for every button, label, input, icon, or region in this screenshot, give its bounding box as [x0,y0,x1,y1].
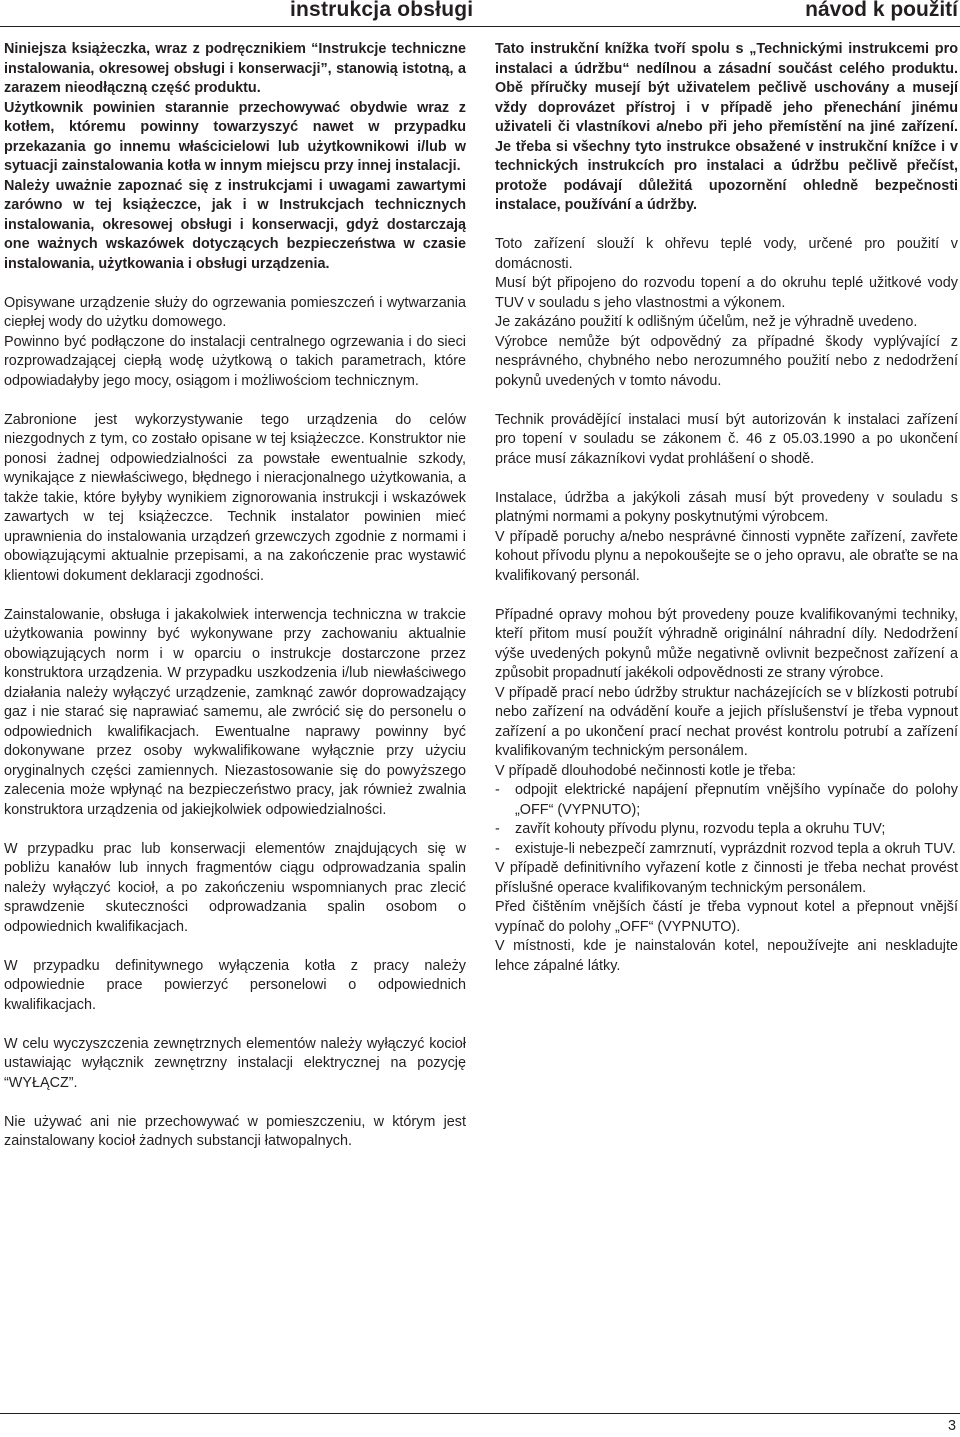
technician-paragraph: Technik provádějící instalaci musí být autorizován k instalaci zařízení pro topení v souladu se zákonem č. 46 z 05.03.1990 a po ukončení práce musí zákazníkovi vydat prohlášení o shodě. [495,411,958,467]
page-header [0,0,960,30]
closing-paragraph: Před čištěním vnějších částí je třeba vypnout kotel a přepnout vnější vypínač do polohy „OFF“ (VYPNUTO). [495,899,958,935]
flammable-paragraph: Nie używać ani nie przechowywać w pomieszczeniu, w którym jest zainstalowany kocioł żadnych substancji łatwopalnych. [4,1113,466,1149]
list-item [495,820,958,840]
repairs-paragraph: V případě prací nebo údržby struktur nacházejících se v blízkosti potrubí nebo zařízení na odvádění kouře a jejich příslušenství je třeba vypnout zařízení a po ukončení prací nechat provést kontrolu potrubí a zařízení kvalifikovaným technickým personálem. [495,684,958,759]
flue-works-paragraph: W przypadku prac lub konserwacji elementów znajdujących się w pobliżu kanałów lub innych fragmentów ciągu odprowadzania spalin należy wyłączyć kocioł, a po zakończeniu wspomnianych prac zlecić sprawdzenie skuteczności odprowadzania spalin osobom o odpowiednich kwalifikacjach. [4,840,466,935]
intro-paragraph: Należy uważnie zapoznać się z instrukcjami i uwagami zawartymi zarówno w tej książeczce, jak i w Instrukcjach technicznych instalowania, okresowej obsługi i konserwacji, gdyż dostarczają one ważnych wskazówek dotyczących bezpieczeństwa w czasie instalowania, użytkowania i obsługi urządzenia. [4,177,466,272]
dash-bullet: - [495,821,500,837]
intro-paragraph: Niniejsza książeczka, wraz z podręcznikiem “Instrukcje techniczne instalowania, okresowej obsługi i konserwacji”, stanowią istotną, a zarazem nieodłączną część produktu. [4,41,466,96]
header-title-czech: návod k použití [805,0,958,21]
list-item [495,840,958,860]
repairs-paragraph: Případné opravy mohou být provedeny pouze kvalifikovanými techniky, kteří přitom musí použít výhradně originální náhradní díly. Nedodržení výše uvedených pokynů může negativně ovlivnit bezpečnost zařízení a způsobit propadnutí jakékoli odpovědnosti ze strany výrobce. [495,606,958,681]
installation-paragraph: Zainstalowanie, obsługa i jakakolwiek interwencja techniczna w trakcie użytkowania powinny być wykonywane przy zachowaniu aktualnie obowiązujących norm i w oparciu o instrukcje dostarczone przez konstruktora urządzenia. W przypadku uszkodzenia i/lub niewłaściwego działania należy wyłączyć urządzenie, zamknąć zawór doprowadzający gaz i nie starać się naprawiać samemu, ale zwrócić się do personelu o odpowiednich kwalifikacjach. Ewentualne naprawy powinny być dokonywane przez osoby wykwalifikowane wyłącznie przy użyciu oryginalnych części zamiennych. Niezastosowanie się do powyższego zalecenia może wpłynąć na bezpieczeństwo pracy, jak również zwalnia konstruktora urządzenia od jakiejkolwiek odpowiedzialności. [4,606,466,818]
closing-paragraph: V místnosti, kde je nainstalován kotel, nepoužívejte ani neskladujte lehce zápalné látky. [495,938,958,974]
list-item-text: existuje-li nebezpečí zamrznutí, vyprázdnit rozvod tepla a okruh TUV. [515,840,956,857]
polish-column [4,40,466,1152]
inactivity-steps-list [495,781,958,859]
installation-paragraph: Instalace, údržba a jakýkoli zásah musí být provedeny v souladu s platnými normami a pokyny poskytnutými výrobcem. [495,489,958,525]
footer-rule [0,1413,960,1414]
header-title-polish: instrukcja obsługi [290,0,474,21]
header-rule [0,26,960,27]
list-item-text: odpojit elektrické napájení přepnutím vnějšího vypínače do polohy „OFF“ (VYPNUTO); [515,782,958,818]
closing-paragraph: V případě definitivního vyřazení kotle z činnosti je třeba nechat provést příslušné operace kvalifikovaným technickým personálem. [495,860,958,896]
list-item [495,781,958,820]
purpose-paragraph: Toto zařízení slouží k ohřevu teplé vody, určené pro použití v domácnosti. [495,236,958,272]
installation-paragraph: V případě poruchy a/nebo nesprávné činnosti vypněte zařízení, zavřete kohout přívodu plynu a nepokoušejte se o jeho opravu, ale obraťte se na kvalifikovaný personál. [495,528,958,584]
purpose-paragraph: Opisywane urządzenie służy do ogrzewania pomieszczeń i wytwarzania ciepłej wody do użytku domowego. [4,294,466,330]
intro-paragraph: Tato instrukční knížka tvoří spolu s „Technickými instrukcemi pro instalaci a údržbu“ nedílnou a zásadní součást celého produktu. Obě příručky musejí být uživatelem pečlivě uschovány a musejí vždy doprovázet přístroj i v případě jeho přenechání jinému uživateli či vlastníkovi a/nebo při jeho přemístění na jiné zařízení. Je třeba si všechny tyto instrukce obsažené v instrukční knížce i v technických instrukcích pro instalaci a údržbu pečlivě přečíst, protože podávají důležitá upozornění ohledně bezpečnosti instalace, používání a údržby. [495,41,958,213]
intro-paragraph: Użytkownik powinien starannie przechowywać obydwie wraz z kotłem, któremu powinny towarzyszyć nawet w przypadku przekazania go innemu właścicielowi lub użytkownikowi i/lub w sytuacji zainstalowania kotła w innym miejscu przy innej instalacji. [4,99,466,174]
purpose-paragraph: Výrobce nemůže být odpovědný za případné škody vyplývající z nesprávného, chybného nebo nerozumného použití nebo z nedodržení pokynů uvedených v tomto návodu. [495,333,958,389]
cleaning-paragraph: W celu wyczyszczenia zewnętrznych elementów należy wyłączyć kocioł ustawiając wyłącznik zewnętrzny instalacji elektrycznej na pozycję “WYŁĄCZ”. [4,1035,466,1091]
czech-column [495,40,958,976]
purpose-paragraph: Powinno być podłączone do instalacji centralnego ogrzewania i do sieci rozprowadzającej ciepłą wodę użytkową o takich parametrach, które odpowiadałyby jego mocy, osiągom i możliwościom technicznym. [4,333,466,389]
dash-bullet: - [495,840,500,857]
deactivation-paragraph: W przypadku definitywnego wyłączenia kotła z pracy należy odpowiednie prace powierzyć personelowi o odpowiednich kwalifikacjach. [4,957,466,1013]
repairs-paragraph: V případě dlouhodobé nečinnosti kotle je třeba: [495,762,796,779]
page-number: 3 [947,1418,956,1434]
purpose-paragraph: Je zakázáno použití k odlišným účelům, než je výhradně uvedeno. [495,314,918,330]
prohibited-use-paragraph: Zabronione jest wykorzystywanie tego urządzenia do celów niezgodnych z tym, co zostało opisane w tej książeczce. Konstruktor nie ponosi żadnej odpowiedzialności za powstałe ewentualnie szkody, wynikające z niewłaściwego, błędnego i nieracjonalnego użytkowania, a także takie, które byłyby wynikiem zignorowania instrukcji i wskazówek zawartych w tej książeczce. Technik instalator powinien mieć uprawnienia do instalowania urządzeń grzewczych zgodnie z normami i obowiązującymi aktualnie przepisami, a na zakończenie prac wystawić klientowi dokument deklaracji zgodności. [4,411,466,584]
purpose-paragraph: Musí být připojeno do rozvodu topení a do okruhu teplé užitkové vody TUV v souladu s jeho vlastnostmi a výkonem. [495,275,958,311]
list-item-text: zavřít kohouty přívodu plynu, rozvodu tepla a okruhu TUV; [515,821,886,837]
dash-bullet: - [495,782,500,798]
